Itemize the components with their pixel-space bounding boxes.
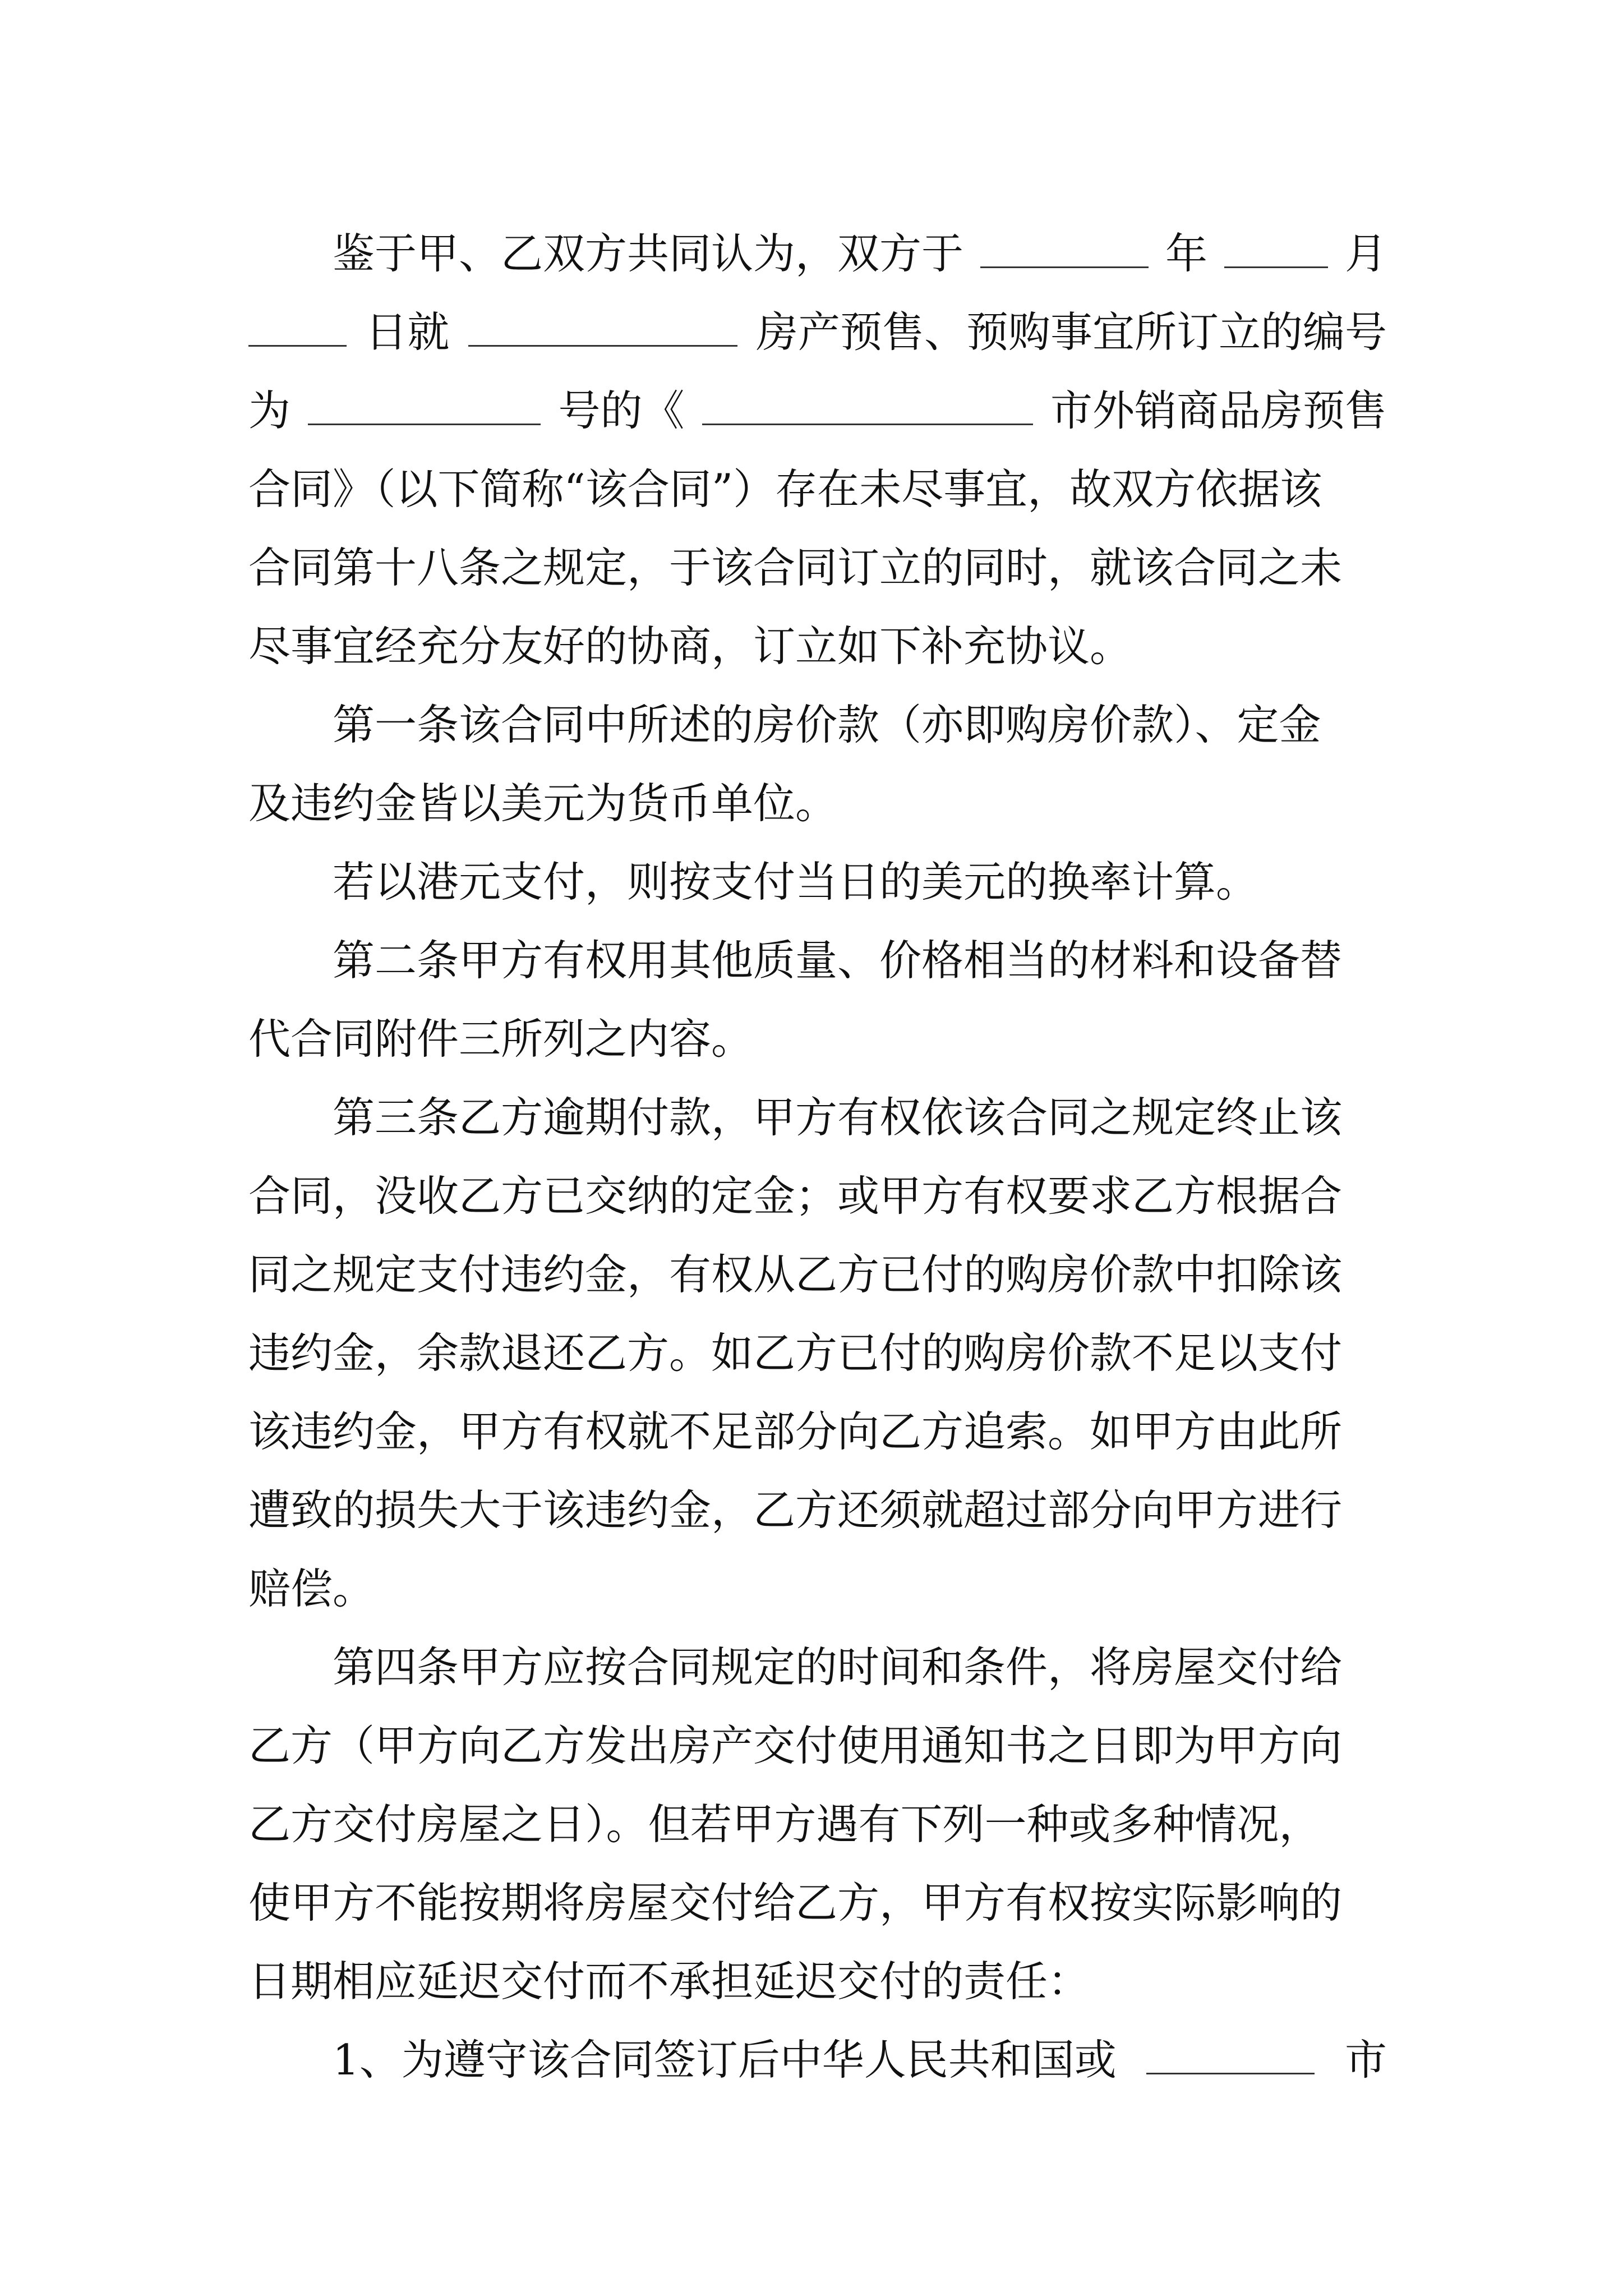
- text-line: 及违约金皆以美元为货币单位。: [248, 779, 838, 828]
- text-line: 合同第十八条之规定，于该合同订立的同时，就该合同之未: [248, 543, 1343, 592]
- text-line: 代合同附件三所列之内容。: [248, 1014, 754, 1064]
- text-segment: 市外销商品房预售: [1050, 386, 1387, 435]
- text-segment: 月: [1344, 229, 1387, 278]
- fill-blank-number[interactable]: [308, 389, 541, 425]
- text-line: 遭致的损失大于该违约金，乙方还须就超过部分向甲方进行: [248, 1485, 1343, 1535]
- text-line: 合同》（以下简称“该合同”）存在未尽事宜，故双方依据该: [248, 464, 1322, 514]
- text-line: 乙方交付房屋之日）。但若甲方遇有下列一种或多种情况，: [248, 1800, 1321, 1849]
- text-line: 日期相应延迟交付而不承担延迟交付的责任：: [248, 1957, 1090, 2006]
- text-line: [248, 214, 1387, 293]
- fill-blank-day[interactable]: [248, 310, 347, 347]
- text-line: 合同，没收乙方已交纳的定金；或甲方有权要求乙方根据合: [248, 1171, 1343, 1221]
- text-segment: 号的《: [558, 386, 685, 435]
- contract-body: [248, 214, 1387, 2099]
- text-line: 若以港元支付，则按支付当日的美元的换率计算。: [333, 857, 1258, 907]
- text-line: 第三条乙方逾期付款，甲方有权依该合同之规定终止该: [333, 1093, 1343, 1142]
- fill-blank-property[interactable]: [468, 310, 737, 347]
- text-segment: 日就: [365, 307, 450, 357]
- text-line: [248, 371, 1387, 450]
- text-line: 使甲方不能按期将房屋交付给乙方，甲方有权按实际影响的: [248, 1878, 1343, 1927]
- text-segment: 1、为遵守该合同签订后中华人民共和国或: [333, 2035, 1117, 2085]
- fill-blank-month[interactable]: [1224, 232, 1328, 268]
- text-line: 第二条甲方有权用其他质量、价格相当的材料和设备替: [333, 936, 1343, 985]
- text-segment: 房产预售、预购事宜所订立的编号: [755, 307, 1387, 357]
- text-line: 尽事宜经充分友好的协商，订立如下补充协议。: [248, 622, 1132, 671]
- fill-blank-city-law[interactable]: [1146, 2038, 1315, 2074]
- text-segment: 年: [1165, 229, 1207, 278]
- text-segment: 为: [248, 386, 291, 435]
- text-line: 赔偿。: [248, 1564, 375, 1613]
- text-segment: 鉴于甲、乙双方共同认为，双方于: [333, 229, 964, 278]
- text-line: 违约金，余款退还乙方。如乙方已付的购房价款不足以支付: [248, 1328, 1343, 1378]
- text-line: 第四条甲方应按合同规定的时间和条件，将房屋交付给: [333, 1642, 1343, 1692]
- text-line: 乙方（甲方向乙方发出房产交付使用通知书之日即为甲方向: [248, 1721, 1343, 1770]
- text-line: [248, 293, 1387, 371]
- fill-blank-city[interactable]: [702, 389, 1033, 425]
- text-line: 第一条该合同中所述的房价款（亦即购房价款）、定金: [333, 700, 1321, 749]
- fill-blank-year[interactable]: [980, 232, 1149, 268]
- text-line: 该违约金，甲方有权就不足部分向乙方追索。如甲方由此所: [248, 1407, 1343, 1456]
- text-segment: 市: [1344, 2035, 1387, 2085]
- text-line: 同之规定支付违约金，有权从乙方已付的购房价款中扣除该: [248, 1250, 1343, 1299]
- text-line: [248, 2021, 1387, 2099]
